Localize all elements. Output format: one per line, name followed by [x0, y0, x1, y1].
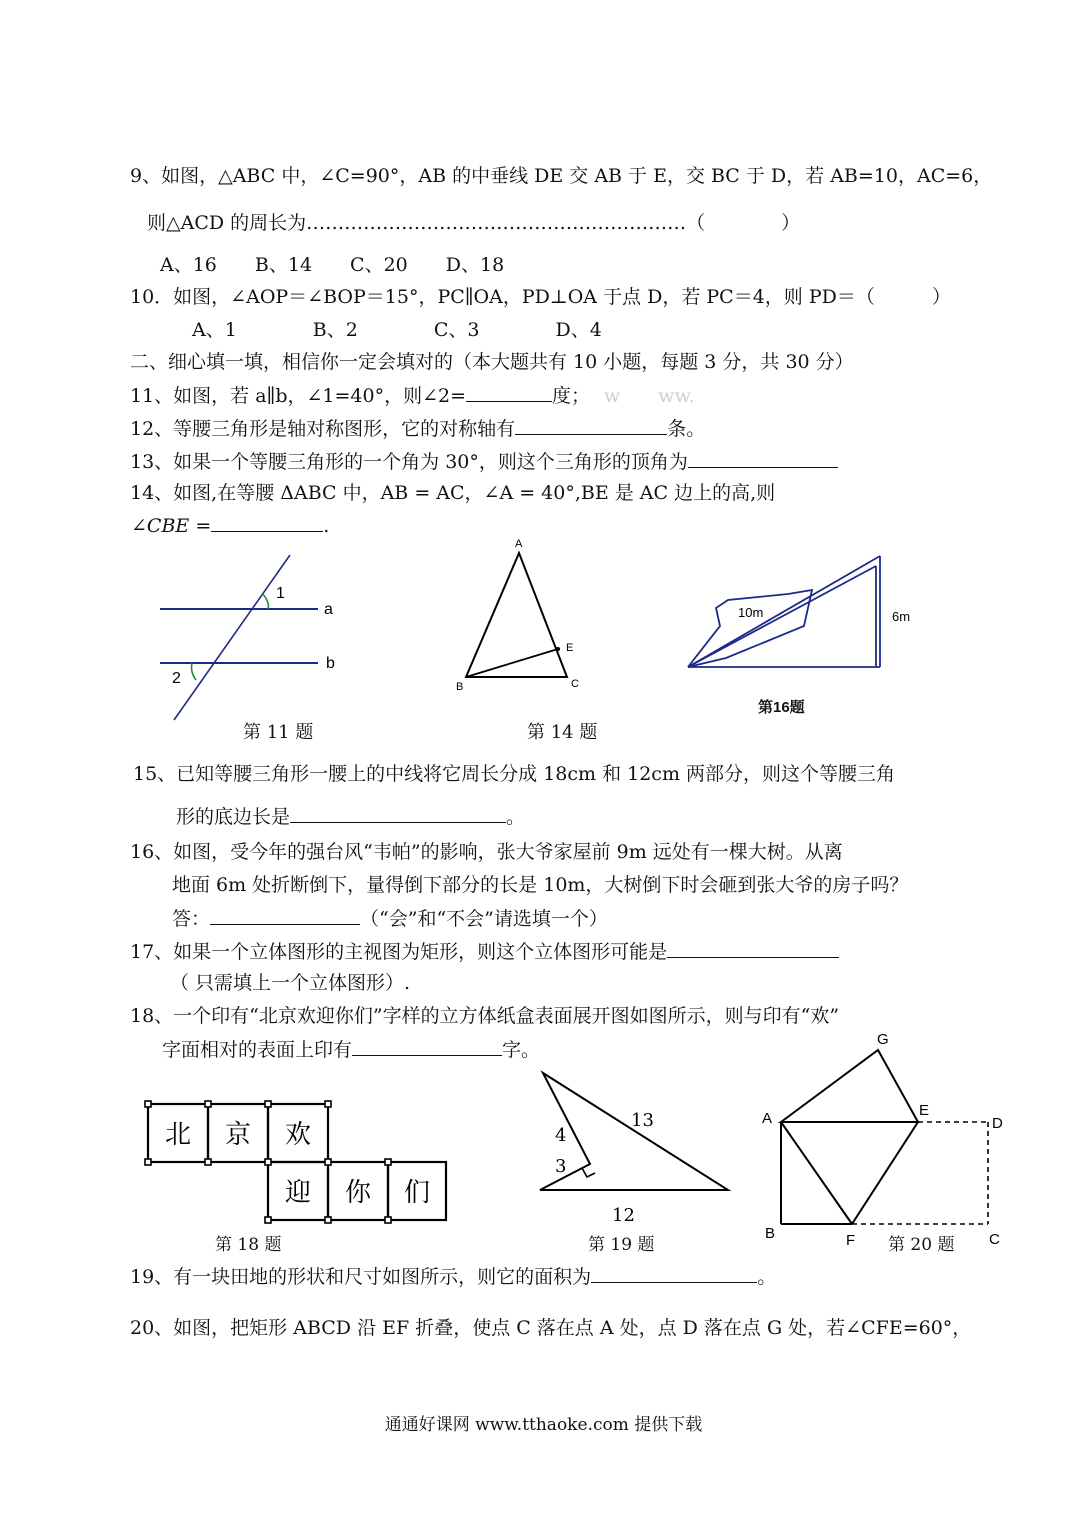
net-char-jing: 京 [224, 1119, 252, 1149]
q15-line2 [176, 804, 525, 829]
q13 [130, 449, 838, 474]
triangle-abc [466, 553, 567, 677]
q17-answer-blank[interactable] [667, 939, 839, 958]
label-4: 4 [555, 1125, 567, 1146]
q13-answer-blank[interactable] [688, 449, 838, 468]
label-a: a [324, 601, 333, 618]
net-char-bei: 北 [164, 1119, 192, 1149]
q14-angle: ∠CBE = [131, 515, 212, 537]
label-E: E [566, 642, 574, 654]
figure-19 [530, 1065, 740, 1230]
net-char-huan: 欢 [284, 1119, 312, 1149]
q18-end: 字。 [502, 1039, 541, 1061]
figure-14-caption: 第 14 题 [527, 722, 598, 743]
q16-hint: （“会”和“不会”请选填一个） [360, 908, 608, 930]
label-10m: 10m [738, 605, 764, 620]
q19-end: 。 [757, 1266, 777, 1288]
triangle-age [781, 1050, 918, 1122]
q10-line1: 10．如图，∠AOP＝∠BOP＝15°，PC∥OA，PD⊥OA 于点 D，若 PC＝4，则 PD＝（ ） [130, 286, 951, 308]
label-2: 2 [172, 670, 181, 687]
label-3: 3 [555, 1156, 567, 1177]
label-b: b [326, 655, 335, 672]
point-e [556, 647, 560, 651]
q10-options: A、1 B、2 C、3 D、4 [192, 319, 602, 341]
q17-line1 [130, 939, 839, 964]
q13-text: 13、如果一个等腰三角形的一个角为 30°，则这个三角形的顶角为 [130, 451, 688, 473]
q14-line1: 14、如图,在等腰 ΔABC 中，AB = AC，∠A = 40°,BE 是 AC 边上的高,则 [130, 482, 776, 504]
net-char-men: 们 [403, 1177, 431, 1207]
net-char-ying: 迎 [284, 1177, 312, 1207]
q14-period: . [323, 515, 330, 537]
label-B: B [765, 1225, 776, 1242]
label-13: 13 [631, 1110, 654, 1131]
q18-answer-blank[interactable] [352, 1037, 502, 1056]
page-footer: 通通好课网 www.tthaoke.com 提供下载 [384, 1415, 703, 1435]
label-A: A [515, 538, 523, 550]
field-shape [540, 1073, 728, 1190]
figure-18-caption: 第 18 题 [215, 1235, 282, 1255]
figure-20 [755, 1030, 1015, 1255]
q20-line1: 20、如图，把矩形 ABCD 沿 EF 折叠，使点 C 落在点 A 处，点 D 落在点 G 处，若∠CFE=60°， [130, 1317, 972, 1339]
figure-16-caption: 第16题 [758, 699, 805, 716]
angle-1-arc [262, 593, 268, 609]
q11-text: 11、如图，若 a∥b，∠1=40°，则∠2= [130, 385, 467, 407]
q12-unit: 条。 [667, 418, 706, 440]
label-C: C [989, 1231, 1000, 1248]
fallen-tree-line-2 [688, 566, 876, 667]
q9-line1: 9、如图，△ABC 中，∠C=90°，AB 的中垂线 DE 交 AB 于 E，交 BC 于 D，若 AB=10，AC=6， [130, 165, 993, 187]
section2-title: 二、细心填一填，相信你一定会填对的（本大题共有 10 小题，每题 3 分，共 30 分） [130, 351, 854, 373]
q11-answer-blank[interactable] [466, 383, 552, 402]
angle-2-arc [192, 663, 197, 680]
figure-20-caption: 第 20 题 [888, 1235, 955, 1255]
figure-18 [140, 1095, 460, 1230]
q16-answer-blank[interactable] [210, 906, 360, 925]
label-C: C [571, 678, 579, 690]
q18-text: 字面相对的表面上印有 [162, 1039, 353, 1061]
q15-line1: 15、已知等腰三角形一腰上的中线将它周长分成 18cm 和 12cm 两部分，则这个等腰三角 [133, 763, 896, 785]
q14-answer-blank[interactable] [211, 513, 323, 532]
figure-16 [680, 548, 920, 678]
q9-line2: 则△ACD 的周长为……………………………………………………（ ） [147, 212, 801, 234]
q16-answer-label: 答： [172, 908, 211, 930]
q19-answer-blank[interactable] [591, 1264, 757, 1283]
q18-line1: 18、一个印有“北京欢迎你们”字样的立方体纸盒表面展开图如图所示，则与印有“欢” [130, 1005, 840, 1027]
label-A: A [762, 1110, 773, 1127]
q17-line2: （ 只需填上一个立体图形）. [170, 972, 411, 994]
q11 [130, 383, 695, 408]
segment-af [781, 1122, 852, 1224]
q12-answer-blank[interactable] [515, 416, 667, 435]
q19 [130, 1264, 776, 1289]
label-D: D [992, 1115, 1003, 1132]
q11-faint-watermark: w ww. [604, 385, 695, 407]
figure-14 [452, 535, 592, 695]
q14-line2 [131, 513, 329, 538]
label-6m: 6m [892, 609, 911, 624]
label-1: 1 [276, 585, 285, 602]
label-B: B [456, 681, 464, 693]
segment-ef [852, 1122, 918, 1224]
label-F: F [846, 1232, 856, 1249]
q19-text: 19、有一块田地的形状和尺寸如图所示，则它的面积为 [130, 1266, 592, 1288]
q15-end: 。 [506, 806, 526, 828]
right-angle-mark [582, 1168, 595, 1177]
q16-line2: 地面 6m 处折断倒下，量得倒下部分的长是 10m，大树倒下时会砸到张大爷的房子吗？ [172, 874, 909, 896]
q16-line1: 16、如图，受今年的强台风“韦帕”的影响，张大爷家屋前 9m 远处有一棵大树。从离 [130, 841, 843, 863]
q15-answer-blank[interactable] [290, 804, 506, 823]
net-char-ni: 你 [344, 1177, 372, 1207]
transversal-line [174, 555, 290, 720]
q15-text: 形的底边长是 [176, 806, 291, 828]
label-12: 12 [612, 1205, 635, 1226]
segment-be [466, 649, 558, 677]
q11-unit: 度； [552, 385, 591, 407]
q17-text: 17、如果一个立体图形的主视图为矩形，则这个立体图形可能是 [130, 941, 668, 963]
figure-19-caption: 第 19 题 [588, 1235, 655, 1255]
q12-text: 12、等腰三角形是轴对称图形，它的对称轴有 [130, 418, 516, 440]
q16-line3 [172, 906, 608, 931]
label-G: G [877, 1031, 889, 1048]
figure-11-caption: 第 11 题 [243, 722, 314, 743]
q18-line2 [162, 1037, 540, 1062]
figure-11 [150, 550, 360, 725]
label-E: E [919, 1102, 930, 1119]
q9-options: A、16 B、14 C、20 D、18 [160, 254, 505, 276]
q12 [130, 416, 705, 441]
